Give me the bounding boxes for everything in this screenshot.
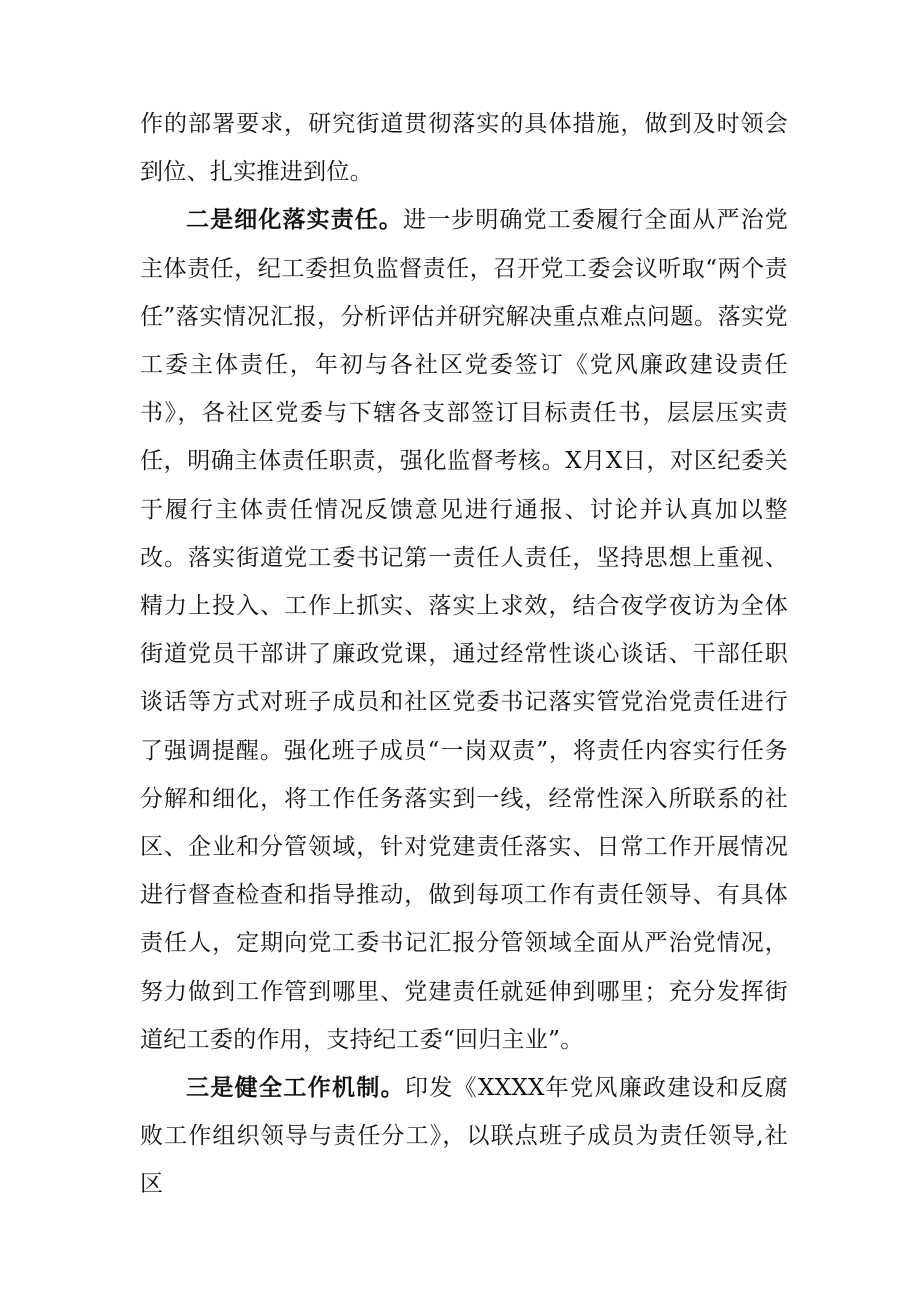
paragraph-three-text: 印发《XXXX年党风廉政建设和反腐败工作组织领导与责任分工》，以联点班子成员为责任领导,社区 [140,1075,788,1198]
document-body [140,100,788,1209]
paragraph-three [140,1064,788,1209]
paragraph-three-lead: 三是健全工作机制。 [186,1074,405,1102]
paragraph-continued [140,100,788,196]
paragraph-two [140,196,788,1064]
paragraph-two-text: 进一步明确党工委履行全面从严治党主体责任，纪工委担负监督责任，召开党工委会议听取“两个责任”落实情况汇报，分析评估并研究解决重点难点问题。落实党工委主体责任，年初与各社区党委签订《党风廉政建设责任书》，各社区党委与下辖各支部签订目标责任书，层层压实责任，明确主体责任职责，强化监督考核。X月X日，对区纪委关于履行主体责任情况反馈意见进行通报、讨论并认真加以整改。落实街道党工委书记第一责任人责任，坚持思想上重视、精力上投入、工作上抓实、落实上求效，结合夜学夜访为全体街道党员干部讲了廉政党课，通过经常性谈心谈话、干部任职谈话等方式对班子成员和社区党委书记落实管党治党责任进行了强调提醒。强化班子成员“一岗双责”，将责任内容实行任务分解和细化，将工作任务落实到一线，经常性深入所联系的社区、企业和分管领域，针对党建责任落实、日常工作开展情况进行督查检查和指导推动，做到每项工作有责任领导、有具体责任人，定期向党工委书记汇报分管领域全面从严治党情况，努力做到工作管到哪里、党建责任就延伸到哪里；充分发挥街道纪工委的作用，支持纪工委“回归主业”。 [140,207,788,1053]
paragraph-continued-text: 作的部署要求，研究街道贯彻落实的具体措施，做到及时领会到位、扎实推进到位。 [140,111,788,186]
paragraph-two-lead: 二是细化落实责任。 [186,206,404,234]
